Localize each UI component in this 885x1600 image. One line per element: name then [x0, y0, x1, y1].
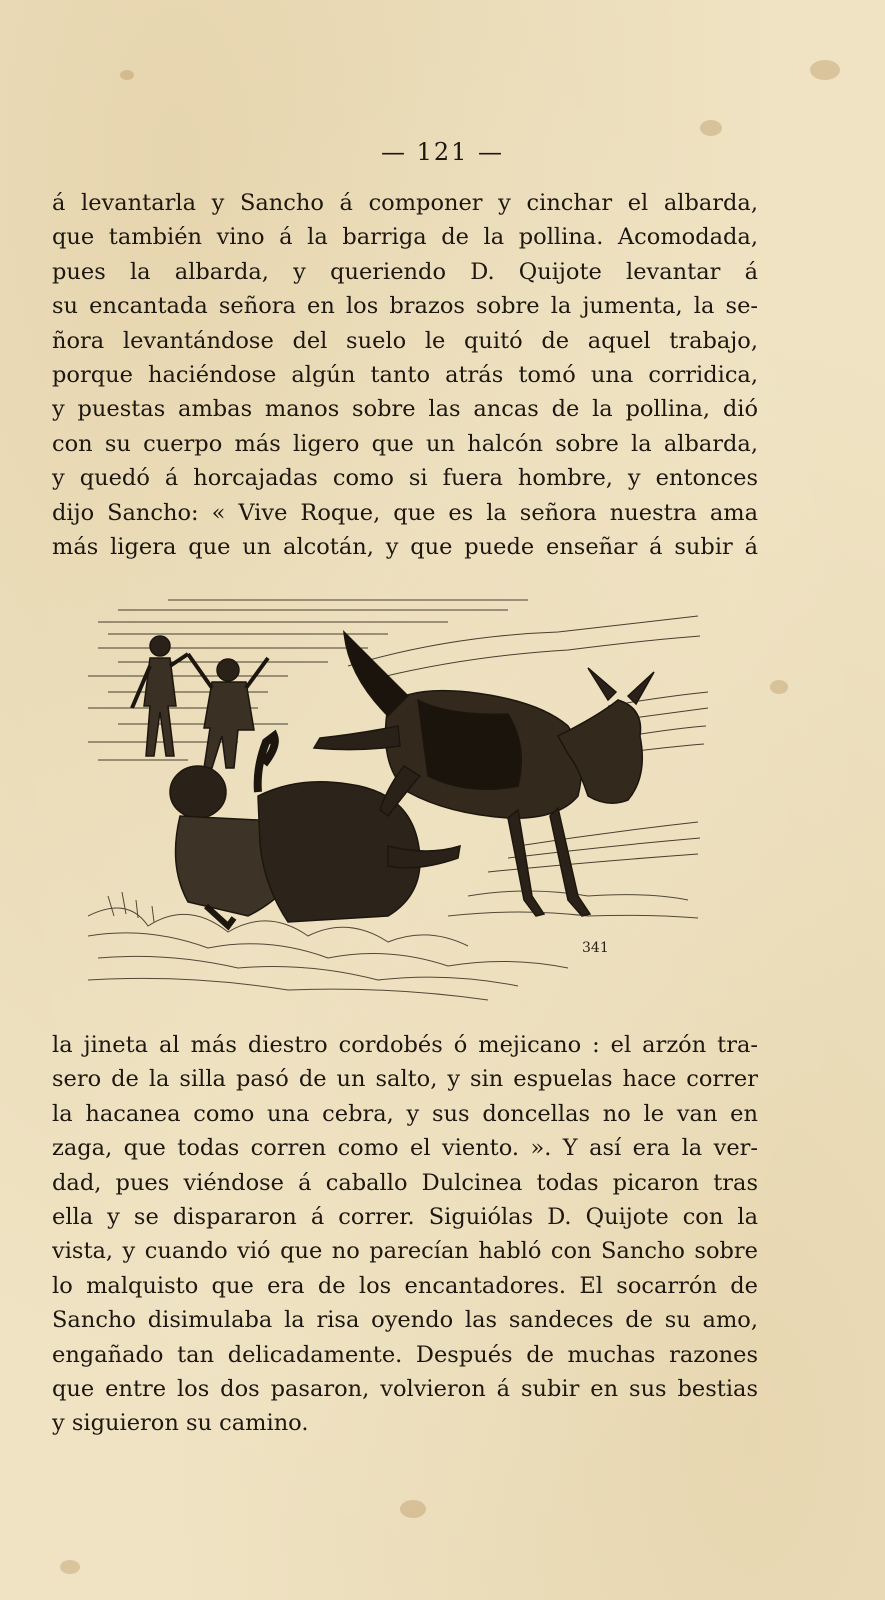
- text-line: con su cuerpo más ligero que un halcón sobre la albarda,: [52, 430, 758, 457]
- text-line: lo malquisto que era de los encantadores. El socarrón de: [52, 1272, 758, 1299]
- paper-stain: [400, 1500, 426, 1518]
- text-line: la jineta al más diestro cordobés ó mejicano : el arzón tra-: [52, 1032, 758, 1058]
- text-line: vista, y cuando vió que no parecían habló con Sancho sobre: [52, 1238, 758, 1265]
- text-line: y siguieron su camino.: [52, 1410, 309, 1437]
- text-line: Sancho disimulaba la risa oyendo las sandeces de su amo,: [52, 1307, 758, 1334]
- paper-stain: [60, 1560, 80, 1574]
- engraver-mark: 341: [582, 940, 609, 956]
- text-line: á levantarla y Sancho á componer y cinchar el albarda,: [52, 190, 758, 216]
- text-line: engañado tan delicadamente. Después de muchas razones: [52, 1341, 758, 1368]
- text-line: que entre los dos pasaron, volvieron á subir en sus bestias: [52, 1375, 758, 1402]
- text-line: pues la albarda, y queriendo D. Quijote levantar á: [52, 258, 758, 285]
- text-line: la hacanea como una cebra, y sus doncellas no le van en: [52, 1100, 758, 1127]
- paragraph-bottom: [52, 1028, 758, 1441]
- text-line: ñora levantándose del suelo le quitó de aquel trabajo,: [52, 327, 758, 354]
- paper-stain: [770, 680, 788, 694]
- text-line: dad, pues viéndose á caballo Dulcinea todas picaron tras: [52, 1169, 758, 1196]
- background-figures: [132, 636, 268, 768]
- text-line: y puestas ambas manos sobre las ancas de la pollina, dió: [52, 396, 758, 423]
- text-line: dijo Sancho: « Vive Roque, que es la señora nuestra ama: [52, 499, 758, 526]
- text-line: su encantada señora en los brazos sobre la jumenta, la se-: [52, 293, 758, 320]
- text-line: sero de la silla pasó de un salto, y sin espuelas hace correr: [52, 1066, 758, 1093]
- text-line: más ligera que un alcotán, y que puede enseñar á subir á: [52, 533, 758, 560]
- paragraph-top: [52, 186, 758, 564]
- paper-stain: [810, 60, 840, 80]
- text-line: que también vino á la barriga de la pollina. Acomodada,: [52, 224, 758, 251]
- engraving-illustration: [88, 596, 720, 1006]
- text-line: porque haciéndose algún tanto atrás tomó una corridica,: [52, 361, 758, 388]
- text-line: y quedó á horcajadas como si fuera hombre, y entonces: [52, 465, 758, 492]
- text-line: zaga, que todas corren como el viento. ». Y así era la ver-: [52, 1135, 758, 1162]
- paper-stain: [120, 70, 134, 80]
- paper-stain: [700, 120, 722, 136]
- text-line: ella y se dispararon á correr. Siguiólas D. Quijote con la: [52, 1203, 758, 1230]
- page-number: — 121 —: [380, 138, 505, 166]
